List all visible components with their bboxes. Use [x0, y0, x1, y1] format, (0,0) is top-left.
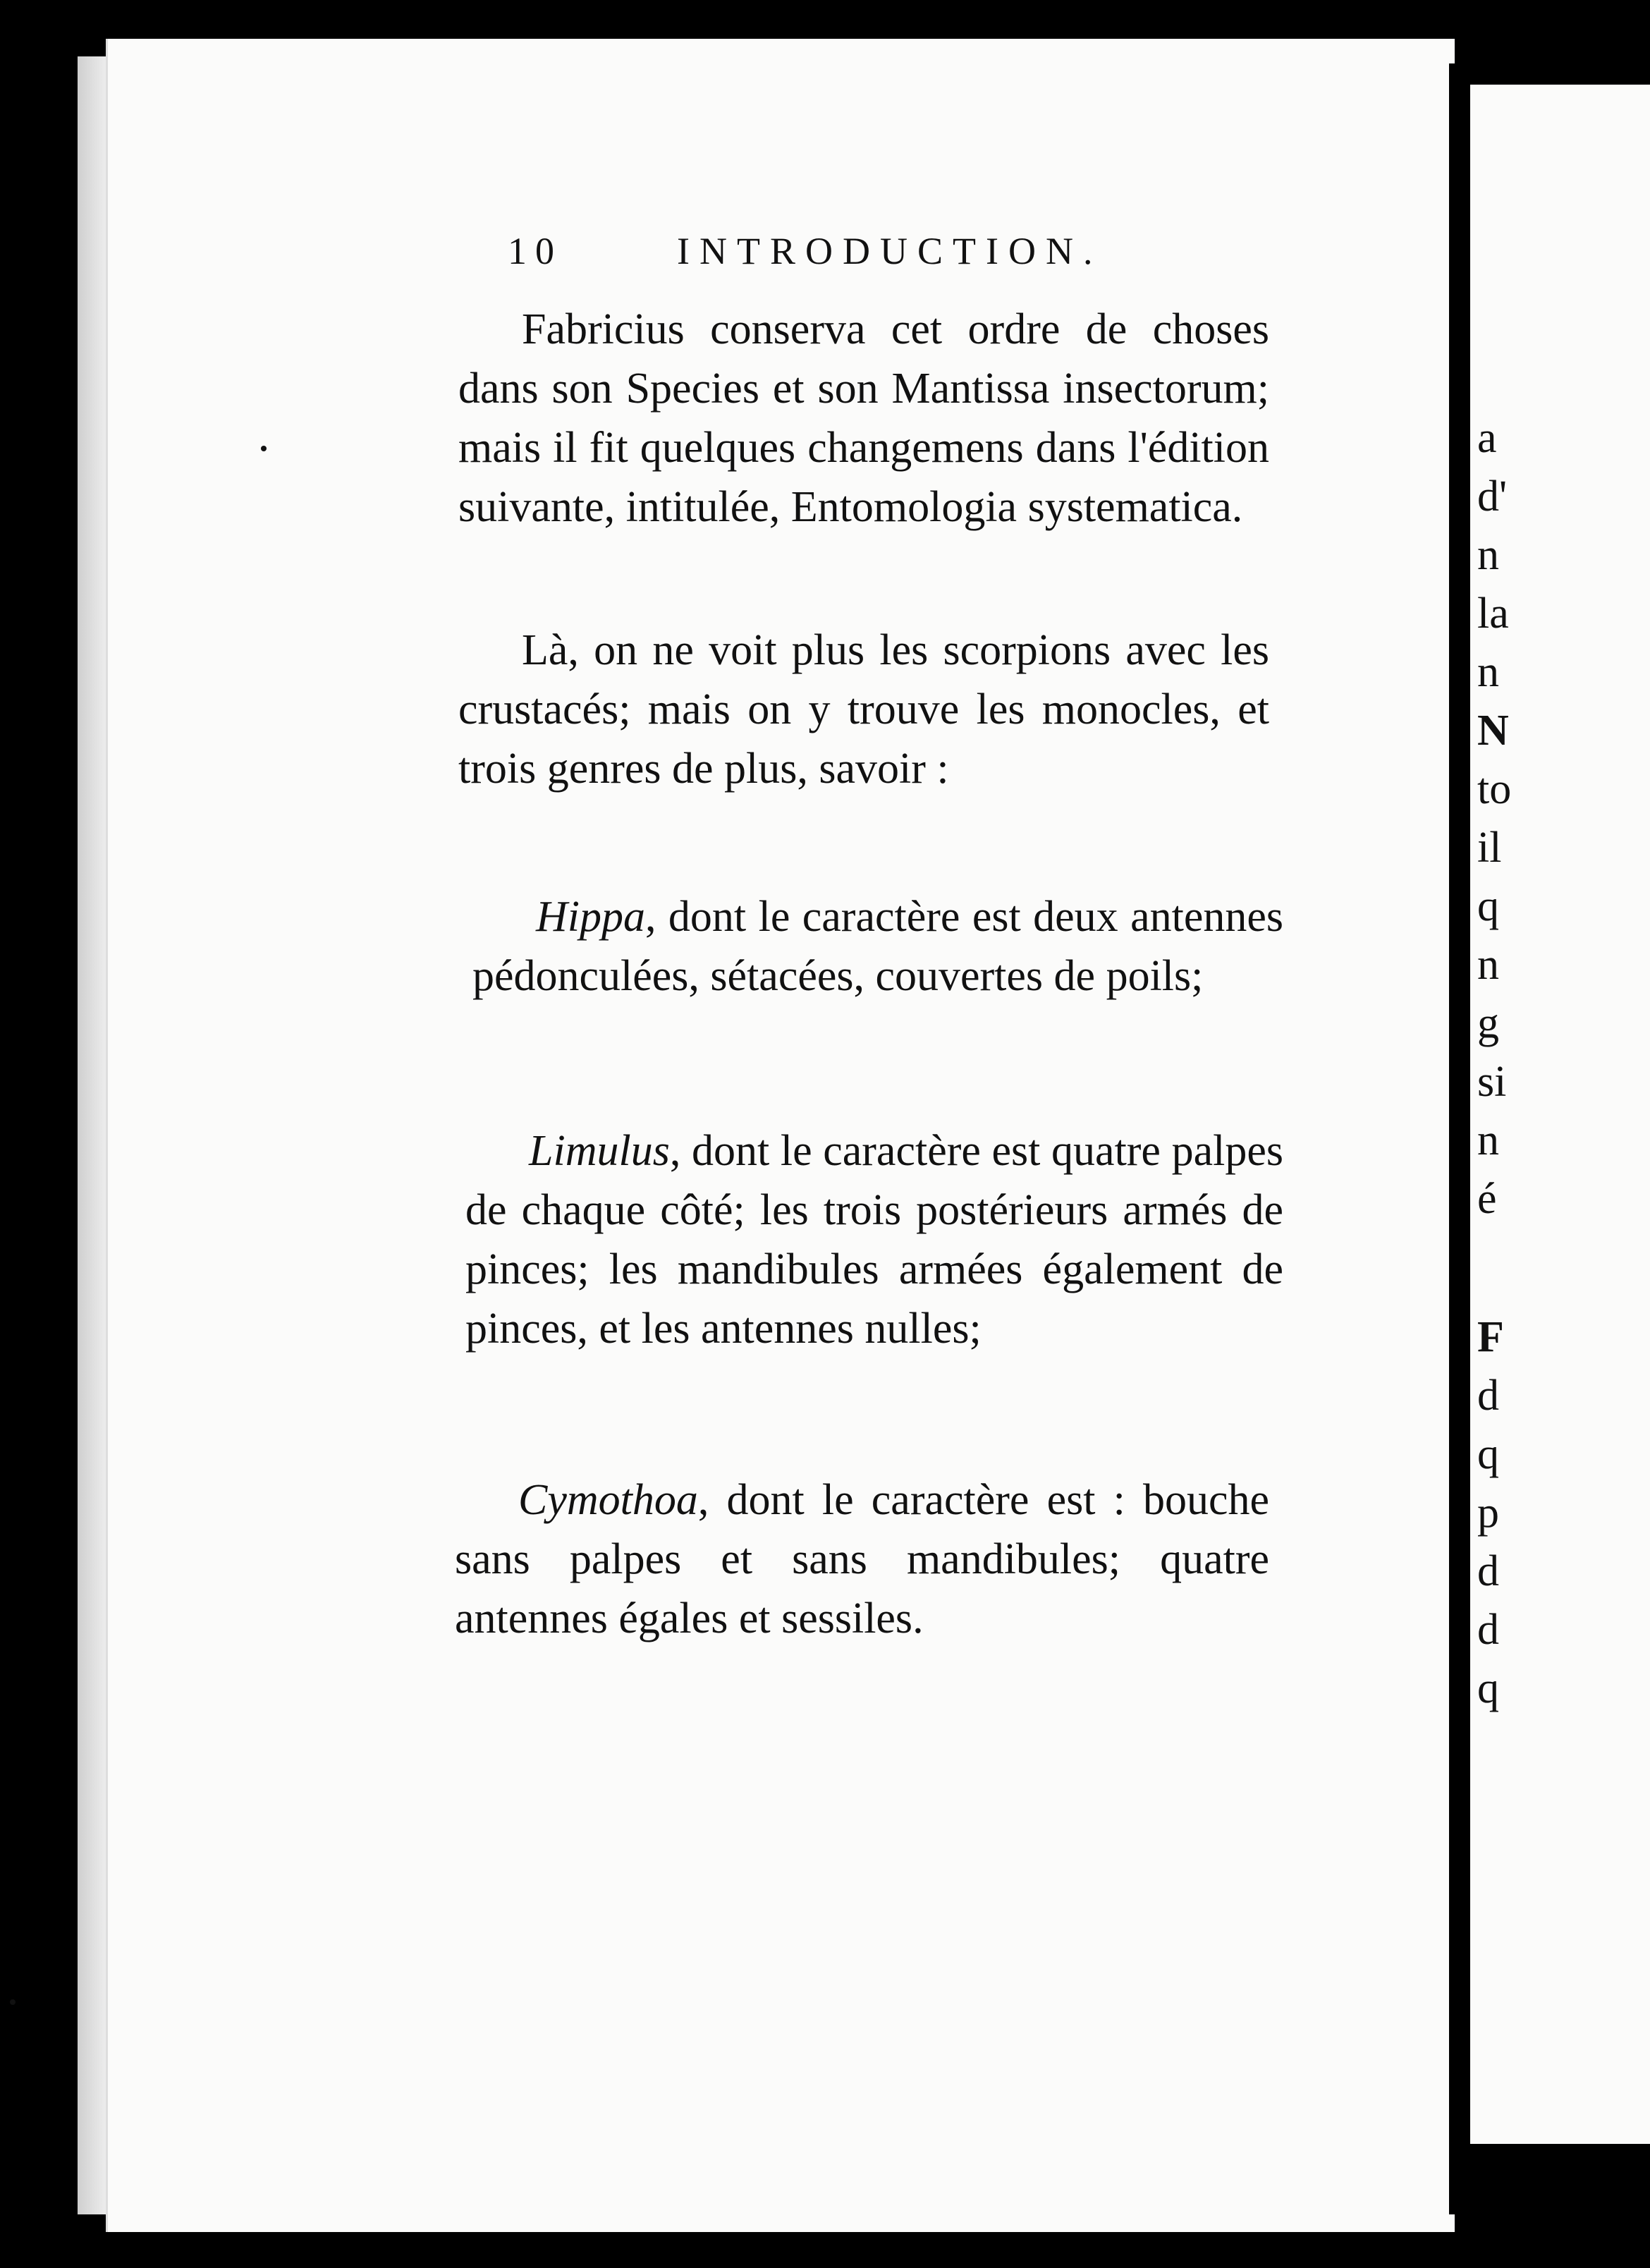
next-page-fragment: q — [1477, 1664, 1499, 1712]
paragraph: Là, on ne voit plus les scorpions avec les crustacés; mais on y trouve les monocles, et trois genres de plus, savoir : — [458, 626, 1269, 793]
next-page-fragment: d — [1477, 1547, 1499, 1595]
ink-speck — [261, 446, 267, 451]
next-page-fragment: p — [1477, 1489, 1499, 1537]
book-gutter — [1449, 63, 1470, 2214]
genus-name: Limulus — [529, 1127, 670, 1175]
next-page-fragment: é — [1477, 1175, 1497, 1223]
next-page-fragment: n — [1477, 648, 1499, 696]
genus-description: , dont le caractère est deux antennes pédonculées, sétacées, couvertes de poils; — [472, 893, 1283, 1000]
next-page-fragment: si — [1477, 1058, 1507, 1106]
page-number: 10 — [508, 230, 563, 272]
next-page-fragment: g — [1477, 999, 1499, 1047]
next-page-fragment: d — [1477, 1372, 1499, 1420]
running-title: INTRODUCTION. — [677, 230, 1103, 272]
ink-speck — [10, 1999, 16, 2005]
next-page-fragment: n — [1477, 1116, 1499, 1164]
genus-name: Cymothoa — [518, 1476, 698, 1524]
next-page-fragment: N — [1477, 707, 1509, 755]
genus-name: Hippa — [536, 893, 645, 941]
paragraph-la — [458, 621, 1269, 798]
genus-limulus — [465, 1121, 1283, 1358]
next-page-fragment: F — [1477, 1313, 1504, 1361]
next-page-fragment: q — [1477, 1430, 1499, 1478]
next-page-fragment: a — [1477, 414, 1497, 462]
genus-description: , dont le caractère est quatre palpes de chaque côté; les trois postérieurs armés de pinces; les mandibules armées également de pinces, et les antennes nulles; — [465, 1127, 1283, 1353]
running-header — [508, 229, 1354, 286]
next-page-fragment: la — [1477, 590, 1509, 638]
next-page-fragment: n — [1477, 941, 1499, 989]
next-page-fragment: il — [1477, 824, 1502, 872]
next-page-edge — [1470, 85, 1650, 2144]
next-page-fragment: d — [1477, 1606, 1499, 1654]
next-page-fragment: q — [1477, 882, 1499, 930]
paragraph: Fabricius conserva cet ordre de choses dans son Species et son Mantissa insectorum; mais il fit quelques changemens dans l'édition suivante, intitulée, Entomologia systematica. — [458, 305, 1269, 531]
next-page-fragment: n — [1477, 531, 1499, 579]
genus-hippa — [472, 887, 1283, 1006]
genus-cymothoa — [455, 1470, 1269, 1648]
paragraph-fabricius — [458, 300, 1269, 537]
next-page-fragment: d' — [1477, 472, 1508, 520]
next-page-fragment: to — [1477, 765, 1512, 813]
genus-description: , dont le caractère est : bouche sans palpes et sans mandibules; quatre antennes égales et sessiles. — [455, 1476, 1269, 1642]
